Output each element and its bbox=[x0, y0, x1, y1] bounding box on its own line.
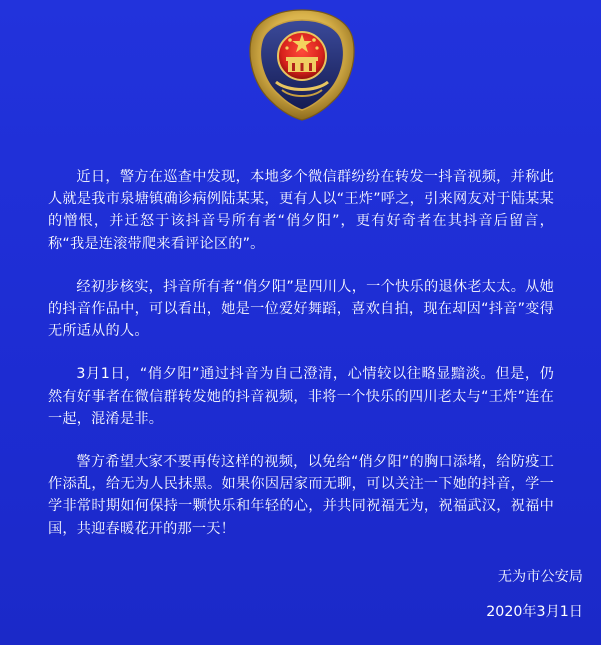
police-emblem-icon bbox=[246, 6, 358, 124]
notice-paragraph-4: 警方希望大家不要再传这样的视频，以免给“俏夕阳”的胸口添堵，给防疫工作添乱，给无为人民抹黑。如果你因居家而无聊，可以关注一下她的抖音，学一学非常时期如何保持一颗快乐和年轻的心，并共同祝福无为，祝福武汉，祝福中国，共迎春暖花开的那一天！ bbox=[48, 454, 554, 537]
notice-paragraph-1: 近日，警方在巡查中发现，本地多个微信群纷纷在转发一抖音视频，并称此人就是我市泉塘镇确诊病例陆某某，更有人以“王炸”呼之，引来网友对于陆某某的憎恨，并迁怒于该抖音号所有者“俏夕阳”，更有好奇者在其抖音后留言，称“我是连滚带爬来看评论区的”。 bbox=[48, 169, 554, 252]
notice-body bbox=[48, 166, 554, 561]
notice-paragraph-3: 3月1日，“俏夕阳”通过抖音为自己澄清，心情较以往略显黯淡。但是，仍然有好事者在微信群转发她的抖音视频，非将一个快乐的四川老太与“王炸”连在一起，混淆是非。 bbox=[48, 366, 554, 427]
notice-paragraph-2: 经初步核实，抖音所有者“俏夕阳”是四川人，一个快乐的退休老太太。从她的抖音作品中，可以看出，她是一位爱好舞蹈，喜欢自拍，现在却因“抖音”变得无所适从的人。 bbox=[48, 278, 554, 340]
issue-date: 2020年3月1日 bbox=[486, 604, 583, 620]
issuer-signature: 无为市公安局 bbox=[497, 569, 583, 585]
police-emblem-graphic bbox=[246, 6, 358, 124]
